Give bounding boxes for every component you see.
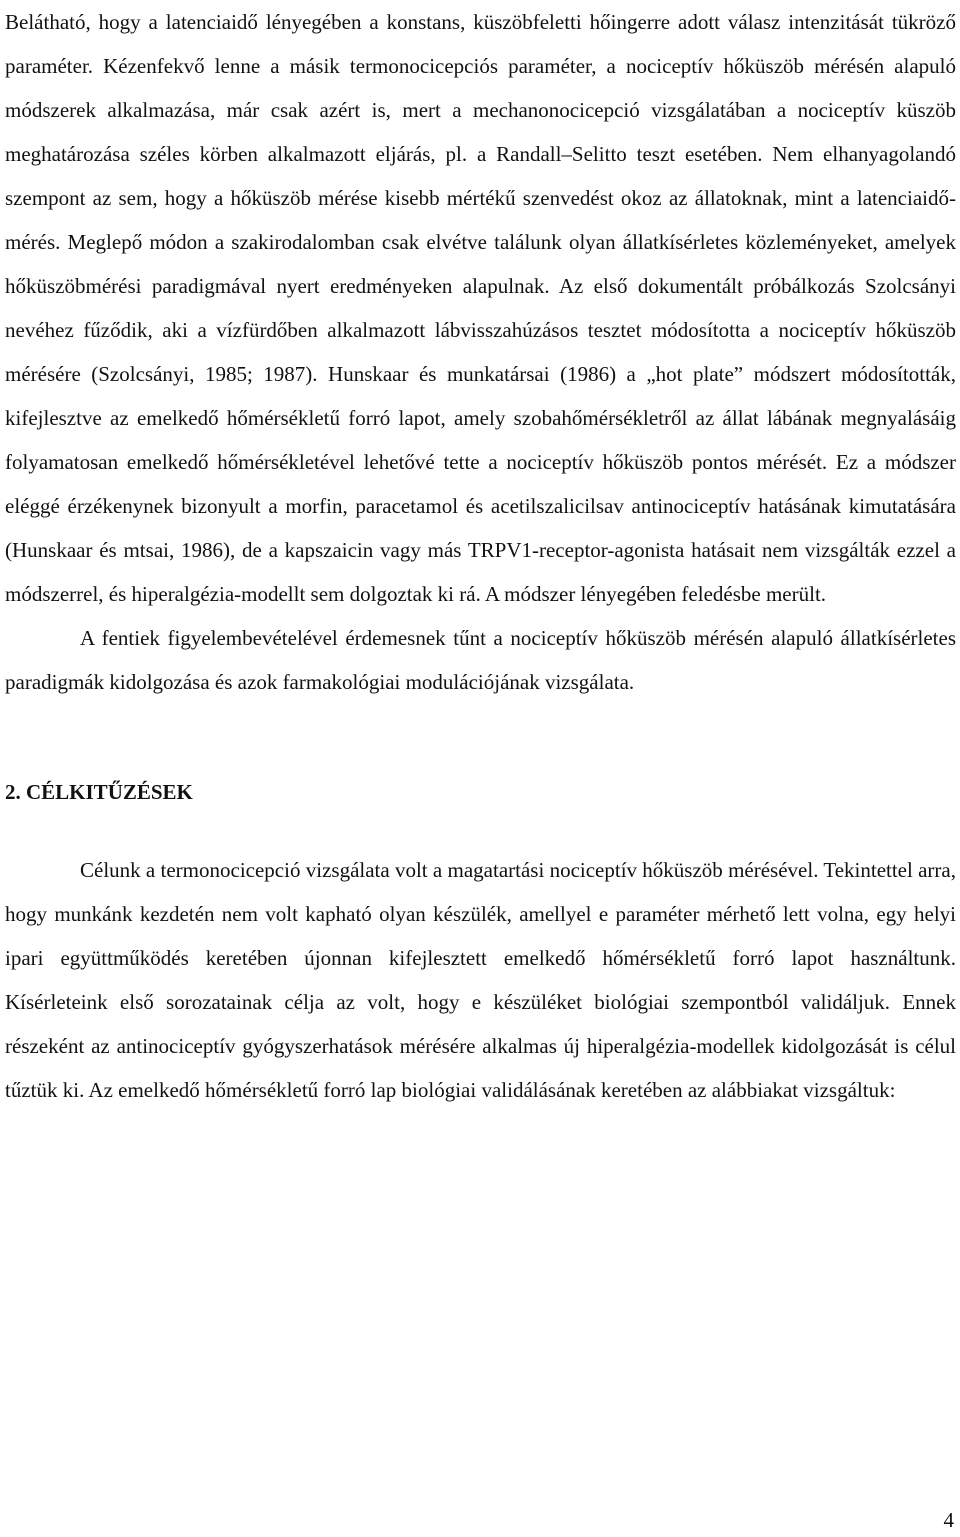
page-number: 4 — [943, 1508, 954, 1532]
section-heading: 2. CÉLKITŰZÉSEK — [5, 780, 193, 804]
section-spacer — [5, 704, 956, 770]
body-paragraph-conclusion: A fentiek figyelembevételével érdemesnek tűnt a nociceptív hőküszöb mérésén alapuló állatkísérletes paradigmák kidolgozása és azok farmakológiai modulációjának vizsgálata. — [5, 626, 956, 694]
body-paragraph-intro: Belátható, hogy a latenciaidő lényegében a konstans, küszöbfeletti hőingerre adott válasz intenzitását tükröző paraméter. Kézenfekvő lenne a másik termonocicepciós paraméter, a nociceptív hőküszöb mérésén alapuló módszerek alkalmazása, már csak azért is, mert a mechanonocicepció vizsgálatában a nociceptív küszöb meghatározása széles körben alkalmazott eljárás, pl. a Randall–Selitto teszt esetében. Nem elhanyagolandó szempont az sem, hogy a hőküszöb mérése kisebb mértékű szenvedést okoz az állatoknak, mint a latenciaidő-mérés. Meglepő módon a szakirodalomban csak elvétve találunk olyan állatkísérletes közleményeket, amelyek hőküszöbmérési paradigmával nyert eredményeken alapulnak. Az első dokumentált próbálkozás Szolcsányi nevéhez fűződik, aki a vízfürdőben alkalmazott lábvisszahúzásos tesztet módosította a nociceptív hőküszöb mérésére (Szolcsányi, 1985; 1987). Hunskaar és munkatársai (1986) a „hot plate” módszert módosították, kifejlesztve az emelkedő hőmérsékletű forró lapot, amely szobahőmérsékletről az állat lábának megnyalásáig folyamatosan emelkedő hőmérsékletével lehetővé tette a nociceptív hőküszöb pontos mérését. Ez a módszer eléggé érzékenynek bizonyult a morfin, paracetamol és acetilszalicilsav antinociceptív hatásának kimutatására (Hunskaar és mtsai, 1986), de a kapszaicin vagy más TRPV1-receptor-agonista hatásait nem vizsgálták ezzel a módszerrel, és hiperalgézia-modellt sem dolgoztak ki rá. A módszer lényegében feledésbe merült. — [5, 10, 956, 606]
section-paragraph-aims: Célunk a termonocicepció vizsgálata volt a magatartási nociceptív hőküszöb mérésével. Tekintettel arra, hogy munkánk kezdetén nem volt kapható olyan készülék, amellyel e paraméter mérhető lett volna, egy helyi ipari együttműködés keretében újonnan kifejlesztett emelkedő hőmérsékletű forró lapot használtunk. Kísérleteink első sorozatainak célja az volt, hogy e készüléket biológiai szempontból validáljuk. Ennek részeként az antinociceptív gyógyszerhatások mérésére alkalmas új hiperalgézia-modellek kidolgozását is célul tűztük ki. Az emelkedő hőmérsékletű forró lap biológiai validálásának keretében az alábbiakat vizsgáltuk: — [5, 858, 956, 1102]
heading-spacer — [5, 814, 956, 848]
document-page — [5, 0, 956, 1112]
